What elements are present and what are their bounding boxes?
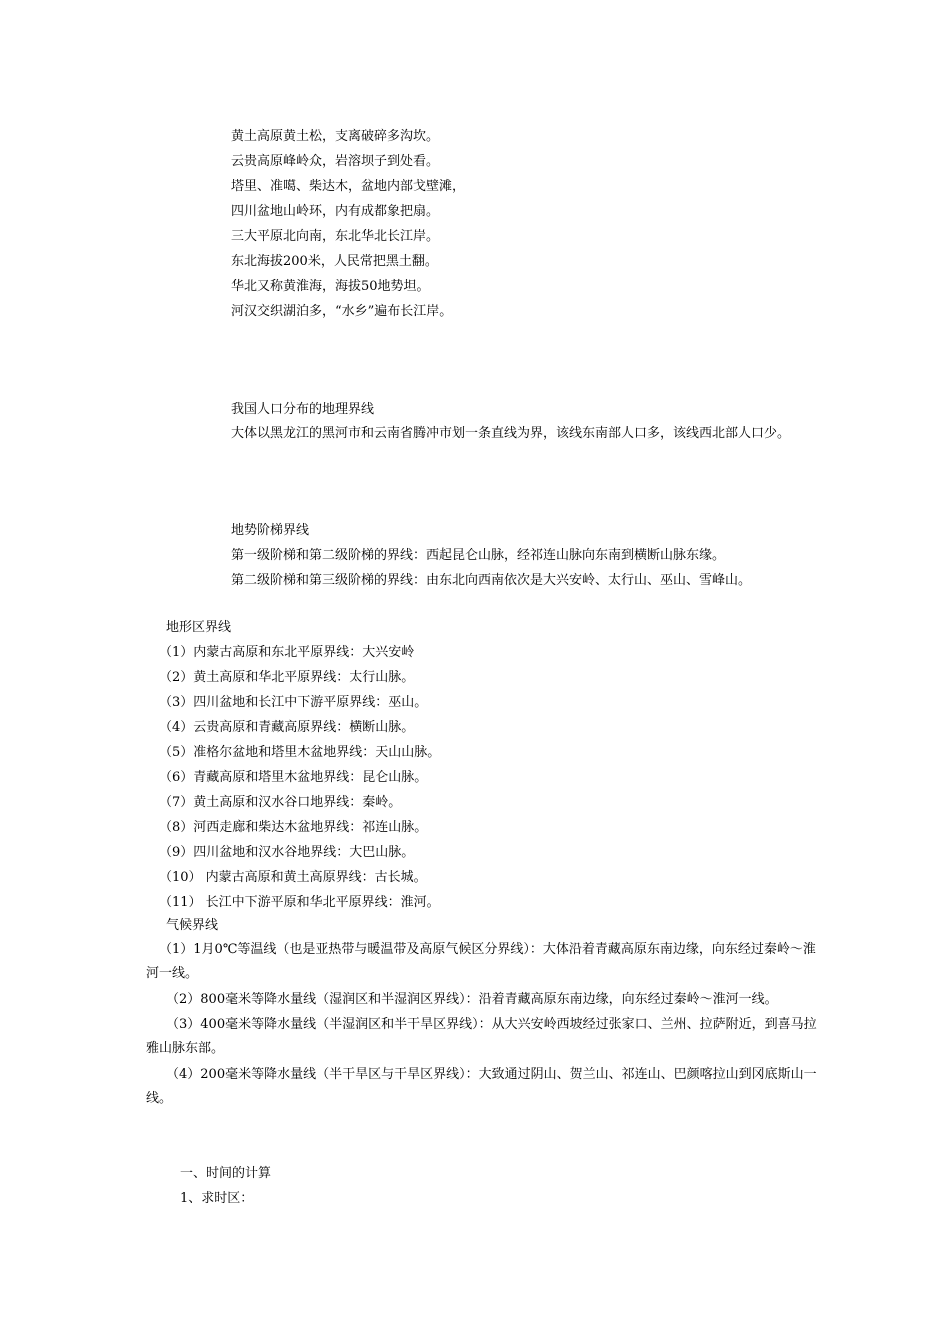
population-title: 我国人口分布的地理界线 bbox=[231, 402, 375, 417]
climate-item: （1）1月0℃等温线（也是亚热带与暖温带及高原气候区分界线）：大体沿着青藏高原东南边缘，向东经过秦岭～淮河一线。 bbox=[146, 942, 816, 981]
landform-item: （7）黄土高原和汉水谷口地界线：秦岭。 bbox=[159, 795, 402, 810]
climate-title: 气候界线 bbox=[166, 918, 219, 933]
poem-line: 三大平原北向南，东北华北长江岸。 bbox=[231, 229, 440, 244]
climate-item: （3）400毫米等降水量线（半湿润区和半干旱区界线）：从大兴安岭西坡经过张家口、兰州、拉萨附近，到喜马拉雅山脉东部。 bbox=[146, 1017, 817, 1056]
poem-line: 河汉交织湖泊多，“水乡”遍布长江岸。 bbox=[231, 304, 453, 319]
landform-item: （8）河西走廊和柴达木盆地界线：祁连山脉。 bbox=[159, 820, 428, 835]
landform-title: 地形区界线 bbox=[166, 620, 232, 635]
time-heading: 一、时间的计算 bbox=[180, 1166, 272, 1181]
landform-item: （5）准格尔盆地和塔里木盆地界线：天山山脉。 bbox=[159, 745, 441, 760]
poem-line: 四川盆地山岭环，内有成都象把扇。 bbox=[231, 204, 440, 219]
time-subheading: 1、求时区： bbox=[180, 1191, 254, 1206]
terrain-steps-line: 第二级阶梯和第三级阶梯的界线：由东北向西南依次是大兴安岭、太行山、巫山、雪峰山。 bbox=[231, 573, 752, 588]
landform-item: （9）四川盆地和汉水谷地界线：大巴山脉。 bbox=[159, 845, 415, 860]
climate-item: （4）200毫米等降水量线（半干旱区与干旱区界线）：大致通过阴山、贺兰山、祁连山、巴颜喀拉山到冈底斯山一线。 bbox=[146, 1067, 817, 1106]
landform-item: （11） 长江中下游平原和华北平原界线：淮河。 bbox=[159, 895, 440, 910]
landform-item: （2）黄土高原和华北平原界线：太行山脉。 bbox=[159, 670, 415, 685]
poem-line: 华北又称黄淮海，海拔50地势坦。 bbox=[231, 279, 430, 294]
climate-item: （2）800毫米等降水量线（湿润区和半湿润区界线）：沿着青藏高原东南边缘，向东经过秦岭～淮河一线。 bbox=[166, 992, 778, 1007]
terrain-steps-title: 地势阶梯界线 bbox=[231, 523, 310, 538]
landform-item: （6）青藏高原和塔里木盆地界线：昆仑山脉。 bbox=[159, 770, 428, 785]
poem-line: 黄土高原黄土松，支离破碎多沟坎。 bbox=[231, 129, 440, 144]
landform-item: （4）云贵高原和青藏高原界线：横断山脉。 bbox=[159, 720, 415, 735]
landform-item: （3）四川盆地和长江中下游平原界线：巫山。 bbox=[159, 695, 428, 710]
population-body: 大体以黑龙江的黑河市和云南省腾冲市划一条直线为界，该线东南部人口多，该线西北部人口少。 bbox=[231, 426, 791, 441]
poem-line: 云贵高原峰岭众，岩溶坝子到处看。 bbox=[231, 154, 440, 169]
poem-line: 塔里、准噶、柴达木，盆地内部戈壁滩， bbox=[231, 179, 466, 194]
terrain-steps-line: 第一级阶梯和第二级阶梯的界线：西起昆仑山脉，经祁连山脉向东南到横断山脉东缘。 bbox=[231, 548, 726, 563]
poem-line: 东北海拔200米，人民常把黑土翻。 bbox=[231, 254, 438, 269]
landform-item: （10） 内蒙古高原和黄土高原界线：古长城。 bbox=[159, 870, 427, 885]
landform-item: （1）内蒙古高原和东北平原界线：大兴安岭 bbox=[159, 645, 415, 660]
